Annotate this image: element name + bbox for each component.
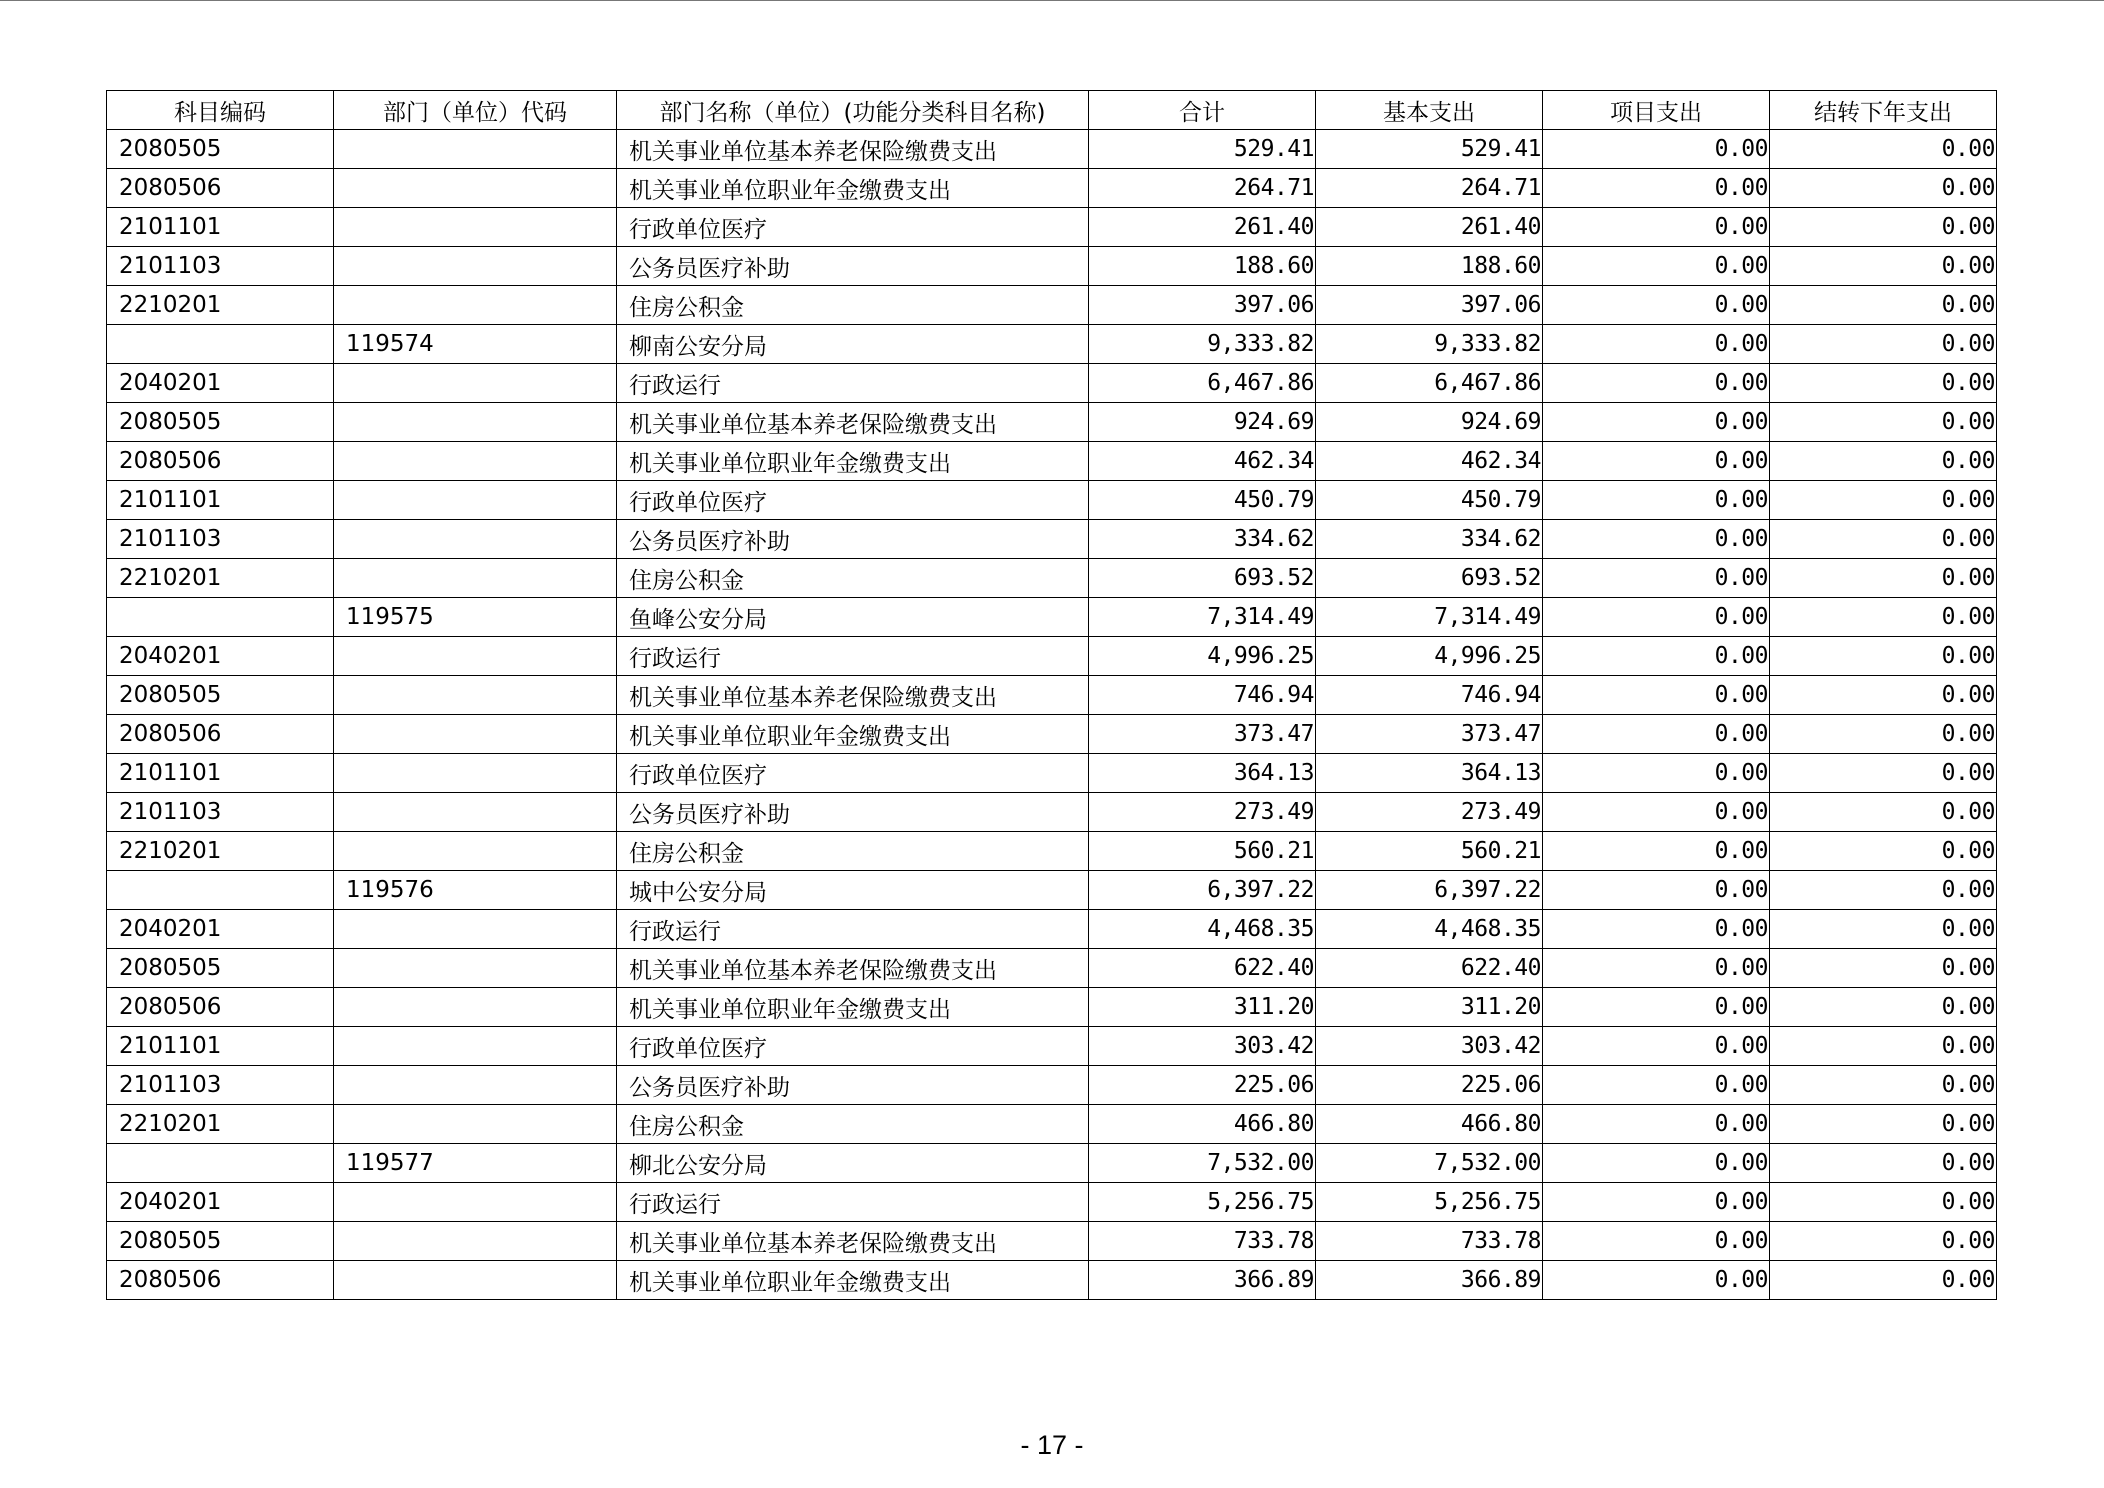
cell-carryover-expenditure: 0.00 — [1770, 403, 1997, 442]
cell-carryover-expenditure: 0.00 — [1770, 1066, 1997, 1105]
cell-total: 450.79 — [1089, 481, 1316, 520]
cell-carryover-expenditure: 0.00 — [1770, 871, 1997, 910]
cell-department-code — [334, 247, 617, 286]
cell-department-name: 住房公积金 — [617, 832, 1089, 871]
cell-subject-code — [107, 325, 334, 364]
cell-department-name: 城中公安分局 — [617, 871, 1089, 910]
cell-basic-expenditure: 9,333.82 — [1316, 325, 1543, 364]
table-row — [107, 832, 1997, 871]
cell-subject-code — [107, 598, 334, 637]
header-department-code: 部门（单位）代码 — [334, 91, 617, 130]
cell-project-expenditure: 0.00 — [1543, 247, 1770, 286]
cell-total: 264.71 — [1089, 169, 1316, 208]
cell-subject-code: 2101103 — [107, 1066, 334, 1105]
cell-total: 7,314.49 — [1089, 598, 1316, 637]
cell-basic-expenditure: 264.71 — [1316, 169, 1543, 208]
table-row — [107, 1144, 1997, 1183]
table-row — [107, 754, 1997, 793]
cell-carryover-expenditure: 0.00 — [1770, 286, 1997, 325]
cell-subject-code: 2101103 — [107, 520, 334, 559]
cell-project-expenditure: 0.00 — [1543, 832, 1770, 871]
cell-department-code — [334, 403, 617, 442]
cell-project-expenditure: 0.00 — [1543, 559, 1770, 598]
cell-carryover-expenditure: 0.00 — [1770, 988, 1997, 1027]
cell-carryover-expenditure: 0.00 — [1770, 325, 1997, 364]
table-row — [107, 286, 1997, 325]
cell-department-code — [334, 559, 617, 598]
cell-department-code — [334, 832, 617, 871]
cell-basic-expenditure: 6,467.86 — [1316, 364, 1543, 403]
cell-department-code — [334, 286, 617, 325]
cell-carryover-expenditure: 0.00 — [1770, 559, 1997, 598]
cell-carryover-expenditure: 0.00 — [1770, 832, 1997, 871]
cell-department-code: 119576 — [334, 871, 617, 910]
cell-department-name: 行政单位医疗 — [617, 754, 1089, 793]
table-row — [107, 247, 1997, 286]
cell-subject-code: 2080505 — [107, 1222, 334, 1261]
cell-basic-expenditure: 225.06 — [1316, 1066, 1543, 1105]
cell-department-name: 机关事业单位基本养老保险缴费支出 — [617, 130, 1089, 169]
cell-department-code — [334, 793, 617, 832]
header-subject-code: 科目编码 — [107, 91, 334, 130]
cell-department-name: 行政运行 — [617, 364, 1089, 403]
cell-department-name: 行政运行 — [617, 637, 1089, 676]
cell-carryover-expenditure: 0.00 — [1770, 130, 1997, 169]
cell-department-name: 住房公积金 — [617, 559, 1089, 598]
cell-carryover-expenditure: 0.00 — [1770, 598, 1997, 637]
cell-department-code — [334, 520, 617, 559]
cell-department-name: 机关事业单位基本养老保险缴费支出 — [617, 676, 1089, 715]
cell-project-expenditure: 0.00 — [1543, 1105, 1770, 1144]
cell-total: 560.21 — [1089, 832, 1316, 871]
cell-total: 622.40 — [1089, 949, 1316, 988]
cell-basic-expenditure: 466.80 — [1316, 1105, 1543, 1144]
cell-basic-expenditure: 560.21 — [1316, 832, 1543, 871]
cell-department-code — [334, 910, 617, 949]
cell-project-expenditure: 0.00 — [1543, 130, 1770, 169]
cell-basic-expenditure: 733.78 — [1316, 1222, 1543, 1261]
cell-department-code — [334, 676, 617, 715]
cell-total: 188.60 — [1089, 247, 1316, 286]
cell-subject-code: 2101101 — [107, 208, 334, 247]
cell-basic-expenditure: 311.20 — [1316, 988, 1543, 1027]
table-row — [107, 1183, 1997, 1222]
cell-department-code — [334, 949, 617, 988]
table-row — [107, 949, 1997, 988]
table-row — [107, 598, 1997, 637]
cell-total: 334.62 — [1089, 520, 1316, 559]
table-row — [107, 364, 1997, 403]
cell-basic-expenditure: 7,314.49 — [1316, 598, 1543, 637]
cell-subject-code: 2210201 — [107, 832, 334, 871]
cell-project-expenditure: 0.00 — [1543, 325, 1770, 364]
cell-basic-expenditure: 303.42 — [1316, 1027, 1543, 1066]
page-number: - 17 - — [1020, 1430, 1084, 1460]
cell-department-code — [334, 169, 617, 208]
cell-basic-expenditure: 462.34 — [1316, 442, 1543, 481]
cell-total: 7,532.00 — [1089, 1144, 1316, 1183]
cell-subject-code: 2080506 — [107, 169, 334, 208]
header-basic-expenditure: 基本支出 — [1316, 91, 1543, 130]
table-row — [107, 988, 1997, 1027]
cell-subject-code: 2210201 — [107, 286, 334, 325]
cell-basic-expenditure: 397.06 — [1316, 286, 1543, 325]
cell-department-code — [334, 754, 617, 793]
cell-total: 225.06 — [1089, 1066, 1316, 1105]
cell-total: 311.20 — [1089, 988, 1316, 1027]
cell-department-name: 行政单位医疗 — [617, 208, 1089, 247]
cell-department-name: 机关事业单位基本养老保险缴费支出 — [617, 949, 1089, 988]
cell-carryover-expenditure: 0.00 — [1770, 949, 1997, 988]
cell-total: 5,256.75 — [1089, 1183, 1316, 1222]
cell-basic-expenditure: 4,996.25 — [1316, 637, 1543, 676]
table-row — [107, 130, 1997, 169]
cell-department-name: 行政运行 — [617, 910, 1089, 949]
cell-carryover-expenditure: 0.00 — [1770, 247, 1997, 286]
cell-department-name: 鱼峰公安分局 — [617, 598, 1089, 637]
cell-basic-expenditure: 5,256.75 — [1316, 1183, 1543, 1222]
cell-department-code — [334, 442, 617, 481]
cell-department-name: 机关事业单位职业年金缴费支出 — [617, 169, 1089, 208]
cell-subject-code: 2101101 — [107, 481, 334, 520]
cell-carryover-expenditure: 0.00 — [1770, 442, 1997, 481]
cell-department-code: 119575 — [334, 598, 617, 637]
cell-project-expenditure: 0.00 — [1543, 364, 1770, 403]
table-row — [107, 481, 1997, 520]
cell-basic-expenditure: 4,468.35 — [1316, 910, 1543, 949]
cell-project-expenditure: 0.00 — [1543, 910, 1770, 949]
cell-total: 746.94 — [1089, 676, 1316, 715]
cell-subject-code: 2080506 — [107, 1261, 334, 1300]
budget-table — [106, 90, 1997, 1300]
cell-basic-expenditure: 529.41 — [1316, 130, 1543, 169]
cell-subject-code: 2101103 — [107, 247, 334, 286]
cell-basic-expenditure: 334.62 — [1316, 520, 1543, 559]
cell-total: 4,468.35 — [1089, 910, 1316, 949]
cell-department-name: 柳北公安分局 — [617, 1144, 1089, 1183]
cell-department-name: 机关事业单位职业年金缴费支出 — [617, 1261, 1089, 1300]
cell-project-expenditure: 0.00 — [1543, 1066, 1770, 1105]
table-row — [107, 1066, 1997, 1105]
cell-department-code — [334, 637, 617, 676]
table-row — [107, 403, 1997, 442]
cell-project-expenditure: 0.00 — [1543, 286, 1770, 325]
cell-basic-expenditure: 693.52 — [1316, 559, 1543, 598]
cell-subject-code: 2080506 — [107, 715, 334, 754]
cell-subject-code: 2101101 — [107, 754, 334, 793]
cell-total: 273.49 — [1089, 793, 1316, 832]
cell-basic-expenditure: 273.49 — [1316, 793, 1543, 832]
cell-subject-code: 2080505 — [107, 949, 334, 988]
cell-total: 924.69 — [1089, 403, 1316, 442]
cell-department-code — [334, 1183, 617, 1222]
cell-subject-code: 2210201 — [107, 559, 334, 598]
cell-subject-code: 2080506 — [107, 988, 334, 1027]
cell-department-code: 119574 — [334, 325, 617, 364]
table-row — [107, 910, 1997, 949]
cell-subject-code — [107, 871, 334, 910]
table-row — [107, 637, 1997, 676]
cell-project-expenditure: 0.00 — [1543, 481, 1770, 520]
table-row — [107, 1027, 1997, 1066]
page-top-border — [0, 0, 2104, 1]
cell-department-name: 行政单位医疗 — [617, 1027, 1089, 1066]
cell-carryover-expenditure: 0.00 — [1770, 1183, 1997, 1222]
cell-carryover-expenditure: 0.00 — [1770, 1261, 1997, 1300]
cell-subject-code: 2040201 — [107, 910, 334, 949]
cell-department-code — [334, 1222, 617, 1261]
cell-total: 529.41 — [1089, 130, 1316, 169]
cell-carryover-expenditure: 0.00 — [1770, 637, 1997, 676]
cell-department-name: 公务员医疗补助 — [617, 793, 1089, 832]
cell-project-expenditure: 0.00 — [1543, 676, 1770, 715]
header-project-expenditure: 项目支出 — [1543, 91, 1770, 130]
cell-subject-code: 2080505 — [107, 130, 334, 169]
table-row — [107, 169, 1997, 208]
table-row — [107, 793, 1997, 832]
cell-subject-code: 2210201 — [107, 1105, 334, 1144]
table-header-row — [107, 91, 1997, 130]
cell-carryover-expenditure: 0.00 — [1770, 364, 1997, 403]
cell-total: 693.52 — [1089, 559, 1316, 598]
cell-project-expenditure: 0.00 — [1543, 1027, 1770, 1066]
table-row — [107, 325, 1997, 364]
cell-department-code — [334, 1261, 617, 1300]
cell-carryover-expenditure: 0.00 — [1770, 1027, 1997, 1066]
cell-subject-code: 2080506 — [107, 442, 334, 481]
cell-department-name: 机关事业单位职业年金缴费支出 — [617, 715, 1089, 754]
cell-project-expenditure: 0.00 — [1543, 1261, 1770, 1300]
cell-department-name: 公务员医疗补助 — [617, 1066, 1089, 1105]
table-row — [107, 520, 1997, 559]
table-row — [107, 559, 1997, 598]
cell-carryover-expenditure: 0.00 — [1770, 754, 1997, 793]
cell-subject-code: 2101101 — [107, 1027, 334, 1066]
cell-basic-expenditure: 622.40 — [1316, 949, 1543, 988]
cell-project-expenditure: 0.00 — [1543, 403, 1770, 442]
cell-department-code — [334, 1066, 617, 1105]
cell-carryover-expenditure: 0.00 — [1770, 910, 1997, 949]
cell-basic-expenditure: 373.47 — [1316, 715, 1543, 754]
cell-total: 366.89 — [1089, 1261, 1316, 1300]
cell-carryover-expenditure: 0.00 — [1770, 1105, 1997, 1144]
cell-project-expenditure: 0.00 — [1543, 1222, 1770, 1261]
header-total: 合计 — [1089, 91, 1316, 130]
cell-department-code — [334, 481, 617, 520]
cell-project-expenditure: 0.00 — [1543, 793, 1770, 832]
cell-total: 6,397.22 — [1089, 871, 1316, 910]
cell-carryover-expenditure: 0.00 — [1770, 208, 1997, 247]
cell-total: 303.42 — [1089, 1027, 1316, 1066]
cell-carryover-expenditure: 0.00 — [1770, 1144, 1997, 1183]
cell-total: 373.47 — [1089, 715, 1316, 754]
cell-project-expenditure: 0.00 — [1543, 208, 1770, 247]
cell-basic-expenditure: 188.60 — [1316, 247, 1543, 286]
table-row — [107, 208, 1997, 247]
cell-department-code — [334, 1105, 617, 1144]
table-row — [107, 1105, 1997, 1144]
cell-carryover-expenditure: 0.00 — [1770, 520, 1997, 559]
cell-carryover-expenditure: 0.00 — [1770, 715, 1997, 754]
cell-total: 733.78 — [1089, 1222, 1316, 1261]
cell-project-expenditure: 0.00 — [1543, 1183, 1770, 1222]
cell-total: 397.06 — [1089, 286, 1316, 325]
cell-project-expenditure: 0.00 — [1543, 754, 1770, 793]
cell-department-code — [334, 208, 617, 247]
table-row — [107, 715, 1997, 754]
cell-subject-code: 2080505 — [107, 403, 334, 442]
cell-total: 9,333.82 — [1089, 325, 1316, 364]
cell-department-code — [334, 364, 617, 403]
cell-department-code — [334, 715, 617, 754]
cell-project-expenditure: 0.00 — [1543, 949, 1770, 988]
cell-department-name: 机关事业单位基本养老保险缴费支出 — [617, 1222, 1089, 1261]
cell-department-name: 住房公积金 — [617, 1105, 1089, 1144]
cell-project-expenditure: 0.00 — [1543, 442, 1770, 481]
cell-project-expenditure: 0.00 — [1543, 715, 1770, 754]
cell-project-expenditure: 0.00 — [1543, 637, 1770, 676]
cell-basic-expenditure: 924.69 — [1316, 403, 1543, 442]
cell-total: 364.13 — [1089, 754, 1316, 793]
table-body — [107, 130, 1997, 1300]
cell-carryover-expenditure: 0.00 — [1770, 1222, 1997, 1261]
cell-basic-expenditure: 746.94 — [1316, 676, 1543, 715]
header-department-name: 部门名称（单位）(功能分类科目名称) — [617, 91, 1089, 130]
cell-subject-code: 2040201 — [107, 1183, 334, 1222]
cell-department-name: 公务员医疗补助 — [617, 520, 1089, 559]
table-row — [107, 676, 1997, 715]
cell-basic-expenditure: 6,397.22 — [1316, 871, 1543, 910]
cell-total: 4,996.25 — [1089, 637, 1316, 676]
header-carryover-expenditure: 结转下年支出 — [1770, 91, 1997, 130]
cell-department-name: 机关事业单位基本养老保险缴费支出 — [617, 403, 1089, 442]
cell-department-code: 119577 — [334, 1144, 617, 1183]
cell-subject-code: 2080505 — [107, 676, 334, 715]
cell-basic-expenditure: 450.79 — [1316, 481, 1543, 520]
cell-project-expenditure: 0.00 — [1543, 988, 1770, 1027]
cell-department-code — [334, 1027, 617, 1066]
cell-department-name: 公务员医疗补助 — [617, 247, 1089, 286]
table-row — [107, 1222, 1997, 1261]
cell-total: 6,467.86 — [1089, 364, 1316, 403]
cell-department-name: 住房公积金 — [617, 286, 1089, 325]
cell-basic-expenditure: 366.89 — [1316, 1261, 1543, 1300]
cell-project-expenditure: 0.00 — [1543, 598, 1770, 637]
cell-basic-expenditure: 261.40 — [1316, 208, 1543, 247]
cell-basic-expenditure: 364.13 — [1316, 754, 1543, 793]
cell-department-code — [334, 988, 617, 1027]
cell-carryover-expenditure: 0.00 — [1770, 676, 1997, 715]
cell-carryover-expenditure: 0.00 — [1770, 169, 1997, 208]
cell-project-expenditure: 0.00 — [1543, 520, 1770, 559]
cell-department-name: 行政单位医疗 — [617, 481, 1089, 520]
cell-project-expenditure: 0.00 — [1543, 871, 1770, 910]
cell-basic-expenditure: 7,532.00 — [1316, 1144, 1543, 1183]
cell-department-code — [334, 130, 617, 169]
cell-subject-code: 2040201 — [107, 364, 334, 403]
cell-project-expenditure: 0.00 — [1543, 1144, 1770, 1183]
cell-department-name: 机关事业单位职业年金缴费支出 — [617, 988, 1089, 1027]
cell-total: 462.34 — [1089, 442, 1316, 481]
table-row — [107, 442, 1997, 481]
table-row — [107, 1261, 1997, 1300]
cell-total: 466.80 — [1089, 1105, 1316, 1144]
cell-carryover-expenditure: 0.00 — [1770, 481, 1997, 520]
cell-department-name: 机关事业单位职业年金缴费支出 — [617, 442, 1089, 481]
cell-carryover-expenditure: 0.00 — [1770, 793, 1997, 832]
cell-total: 261.40 — [1089, 208, 1316, 247]
table-row — [107, 871, 1997, 910]
cell-subject-code: 2101103 — [107, 793, 334, 832]
cell-subject-code: 2040201 — [107, 637, 334, 676]
cell-department-name: 柳南公安分局 — [617, 325, 1089, 364]
cell-department-name: 行政运行 — [617, 1183, 1089, 1222]
cell-project-expenditure: 0.00 — [1543, 169, 1770, 208]
cell-subject-code — [107, 1144, 334, 1183]
